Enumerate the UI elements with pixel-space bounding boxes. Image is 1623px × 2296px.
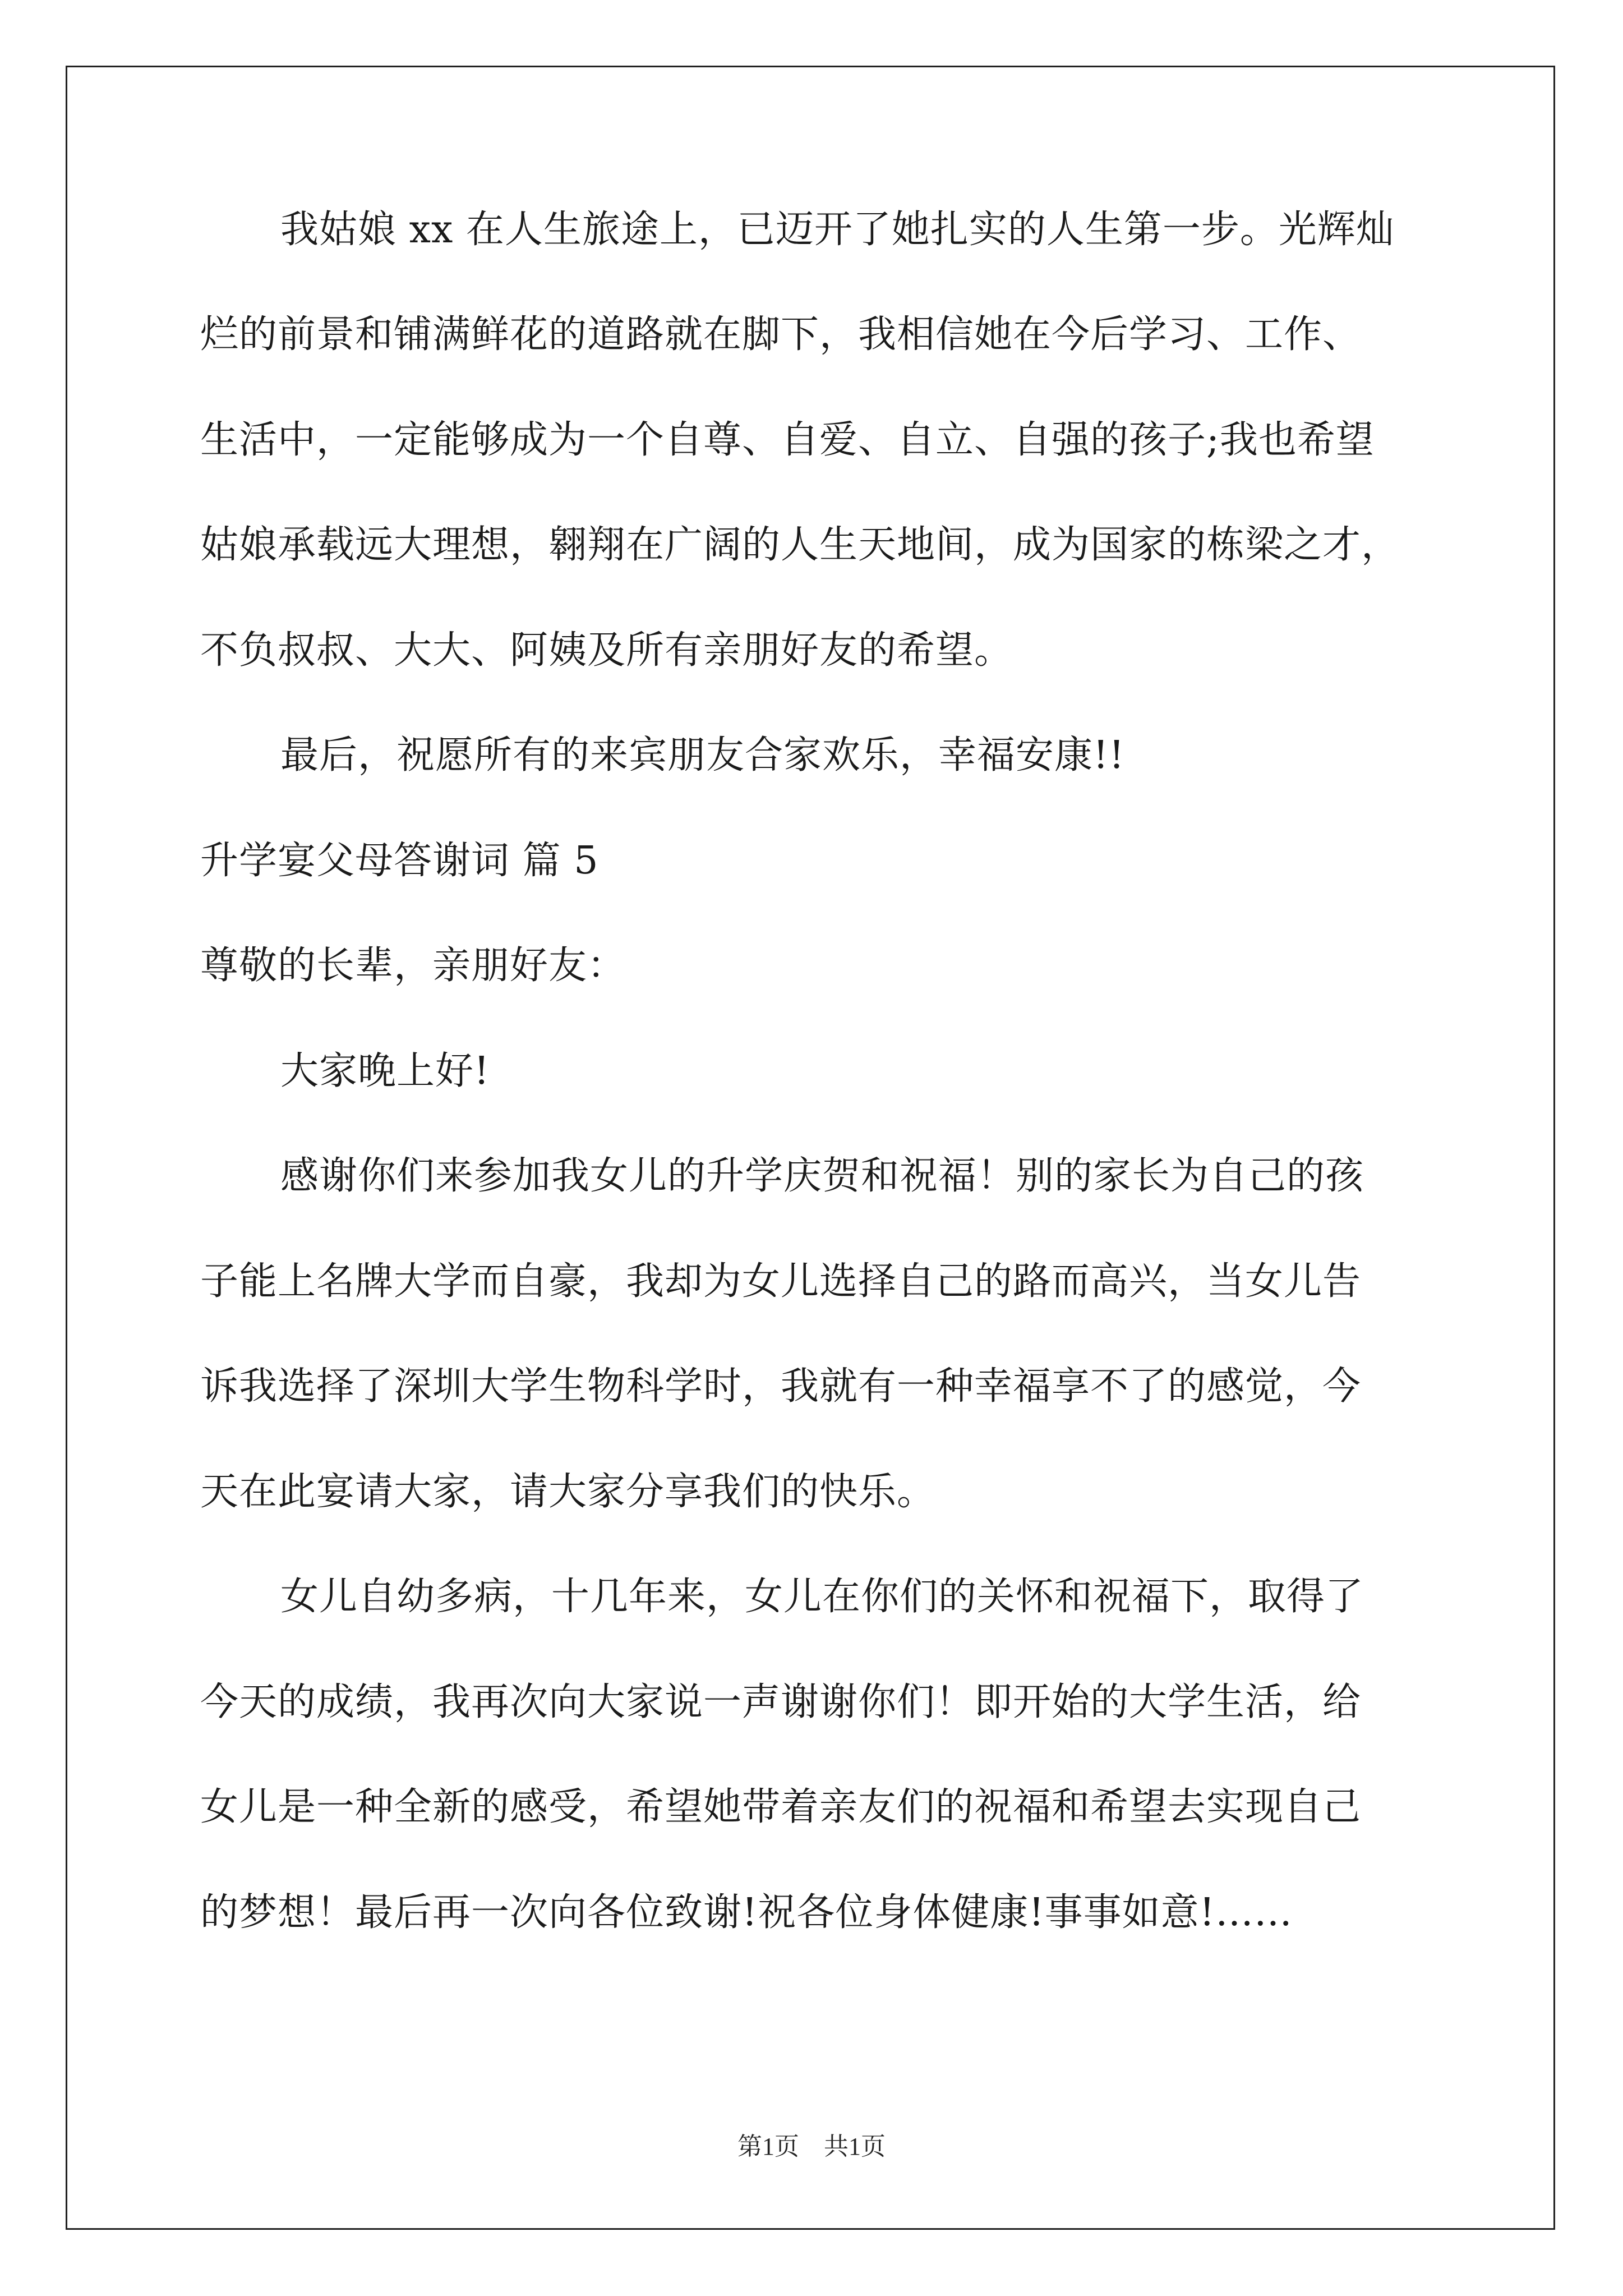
salutation: 尊敬的长辈，亲朋好友： bbox=[200, 944, 626, 988]
paragraph-line: 不负叔叔、大大、阿姨及所有亲朋好友的希望。 bbox=[200, 628, 1013, 673]
paragraph-line: 诉我选择了深圳大学生物科学时，我就有一种幸福享不了的感觉，今 bbox=[200, 1364, 1362, 1409]
paragraph-line: 子能上名牌大学而自豪，我却为女儿选择自己的路而高兴，当女儿告 bbox=[200, 1259, 1362, 1304]
paragraph-line: 女儿自幼多病，十几年来，女儿在你们的关怀和祝福下，取得了 bbox=[280, 1575, 1364, 1619]
paragraph-line: 今天的成绩，我再次向大家说一声谢谢你们！即开始的大学生活，给 bbox=[200, 1680, 1362, 1724]
page-footer: 第1页 共1页 bbox=[737, 2133, 886, 2160]
greeting: 大家晚上好! bbox=[280, 1049, 490, 1093]
paragraph-line: 生活中，一定能够成为一个自尊、自爱、自立、自强的孩子;我也希望 bbox=[200, 418, 1375, 462]
paragraph-line: 天在此宴请大家，请大家分享我们的快乐。 bbox=[200, 1470, 936, 1514]
section-heading: 升学宴父母答谢词 篇 5 bbox=[200, 839, 599, 883]
paragraph-line: 最后，祝愿所有的来宾朋友合家欢乐，幸福安康!! bbox=[280, 733, 1125, 777]
paragraph-line: 姑娘承载远大理想，翱翔在广阔的人生天地间，成为国家的栋梁之才， bbox=[200, 523, 1400, 567]
paragraph-line: 我姑娘 xx 在人生旅途上，已迈开了她扎实的人生第一步。光辉灿 bbox=[280, 208, 1395, 252]
paragraph-line: 感谢你们来参加我女儿的升学庆贺和祝福！别的家长为自己的孩 bbox=[280, 1154, 1364, 1198]
paragraph-line: 的梦想！最后再一次向各位致谢!祝各位身体健康!事事如意!…… bbox=[200, 1890, 1293, 1935]
paragraph-line: 烂的前景和铺满鲜花的道路就在脚下，我相信她在今后学习、工作、 bbox=[200, 312, 1362, 357]
paragraph-line: 女儿是一种全新的感受，希望她带着亲友们的祝福和希望去实现自己 bbox=[200, 1785, 1362, 1829]
